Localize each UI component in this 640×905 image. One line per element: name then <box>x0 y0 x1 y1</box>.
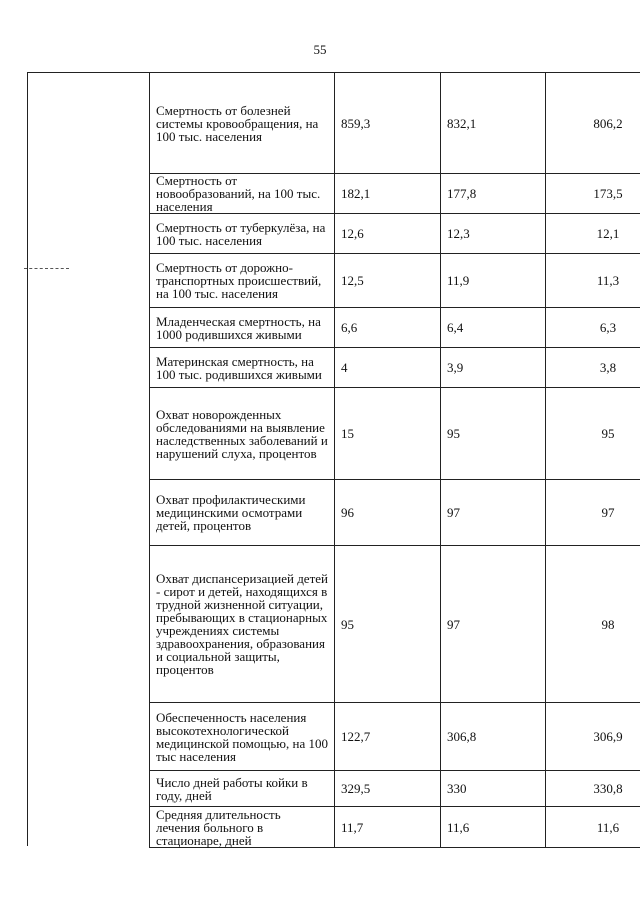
value-col-2: 177,8 <box>441 174 546 214</box>
value-col-2: 330 <box>441 771 546 807</box>
value-col-3: 12,1 <box>546 214 640 254</box>
table-row <box>150 388 640 480</box>
value-col-3: 98 <box>546 546 640 703</box>
table-row <box>150 214 640 254</box>
indicator-label: Смертность от болезней системы кровообращения, на 100 тыс. населения <box>150 73 335 174</box>
value-col-1: 859,3 <box>335 73 441 174</box>
value-col-3: 173,5 <box>546 174 640 214</box>
table-row <box>150 546 640 703</box>
table-row <box>150 771 640 807</box>
table-row <box>150 73 640 174</box>
value-col-3: 330,8 <box>546 771 640 807</box>
table-row <box>150 807 640 848</box>
value-col-3: 95 <box>546 388 640 480</box>
value-col-3: 11,3 <box>546 254 640 308</box>
value-col-2: 97 <box>441 546 546 703</box>
table-row <box>150 703 640 771</box>
page-number: 55 <box>313 42 327 57</box>
value-col-2: 306,8 <box>441 703 546 771</box>
value-col-2: 832,1 <box>441 73 546 174</box>
empty-left-column <box>27 72 150 846</box>
value-col-2: 97 <box>441 480 546 546</box>
value-col-1: 182,1 <box>335 174 441 214</box>
value-col-1: 15 <box>335 388 441 480</box>
indicator-label: Материнская смертность, на 100 тыс. родившихся живыми <box>150 348 335 388</box>
indicator-label: Смертность от туберкулёза, на 100 тыс. населения <box>150 214 335 254</box>
indicator-label: Охват диспансеризацией детей - сирот и детей, находящихся в трудной жизненной ситуации, пребывающих в стационарных учреждениях системы здравоохранения, образования и социальной защиты, процентов <box>150 546 335 703</box>
value-col-3: 6,3 <box>546 308 640 348</box>
value-col-1: 4 <box>335 348 441 388</box>
scan-dash-mark <box>24 268 69 269</box>
indicators-table <box>149 72 640 848</box>
indicator-label: Охват профилактическими медицинскими осмотрами детей, процентов <box>150 480 335 546</box>
indicator-label: Обеспеченность населения высокотехнологической медицинской помощью, на 100 тыс населения <box>150 703 335 771</box>
value-col-2: 11,6 <box>441 807 546 848</box>
table-row <box>150 308 640 348</box>
indicator-label: Средняя длительность лечения больного в стационаре, дней <box>150 807 335 848</box>
value-col-1: 122,7 <box>335 703 441 771</box>
indicator-label: Охват новорожденных обследованиями на выявление наследственных заболеваний и нарушений слуха, процентов <box>150 388 335 480</box>
value-col-2: 95 <box>441 388 546 480</box>
indicator-label: Смертность от новообразований, на 100 тыс. населения <box>150 174 335 214</box>
value-col-3: 3,8 <box>546 348 640 388</box>
value-col-2: 3,9 <box>441 348 546 388</box>
value-col-1: 6,6 <box>335 308 441 348</box>
value-col-3: 11,6 <box>546 807 640 848</box>
value-col-2: 11,9 <box>441 254 546 308</box>
table-row <box>150 480 640 546</box>
indicator-label: Смертность от дорожно-транспортных происшествий, на 100 тыс. населения <box>150 254 335 308</box>
value-col-1: 11,7 <box>335 807 441 848</box>
value-col-1: 12,5 <box>335 254 441 308</box>
value-col-2: 12,3 <box>441 214 546 254</box>
value-col-1: 12,6 <box>335 214 441 254</box>
value-col-3: 806,2 <box>546 73 640 174</box>
indicator-label: Число дней работы койки в году, дней <box>150 771 335 807</box>
table-row <box>150 348 640 388</box>
value-col-1: 95 <box>335 546 441 703</box>
table-row <box>150 174 640 214</box>
value-col-3: 97 <box>546 480 640 546</box>
value-col-2: 6,4 <box>441 308 546 348</box>
table-row <box>150 254 640 308</box>
indicator-label: Младенческая смертность, на 1000 родившихся живыми <box>150 308 335 348</box>
value-col-1: 96 <box>335 480 441 546</box>
value-col-3: 306,9 <box>546 703 640 771</box>
value-col-1: 329,5 <box>335 771 441 807</box>
